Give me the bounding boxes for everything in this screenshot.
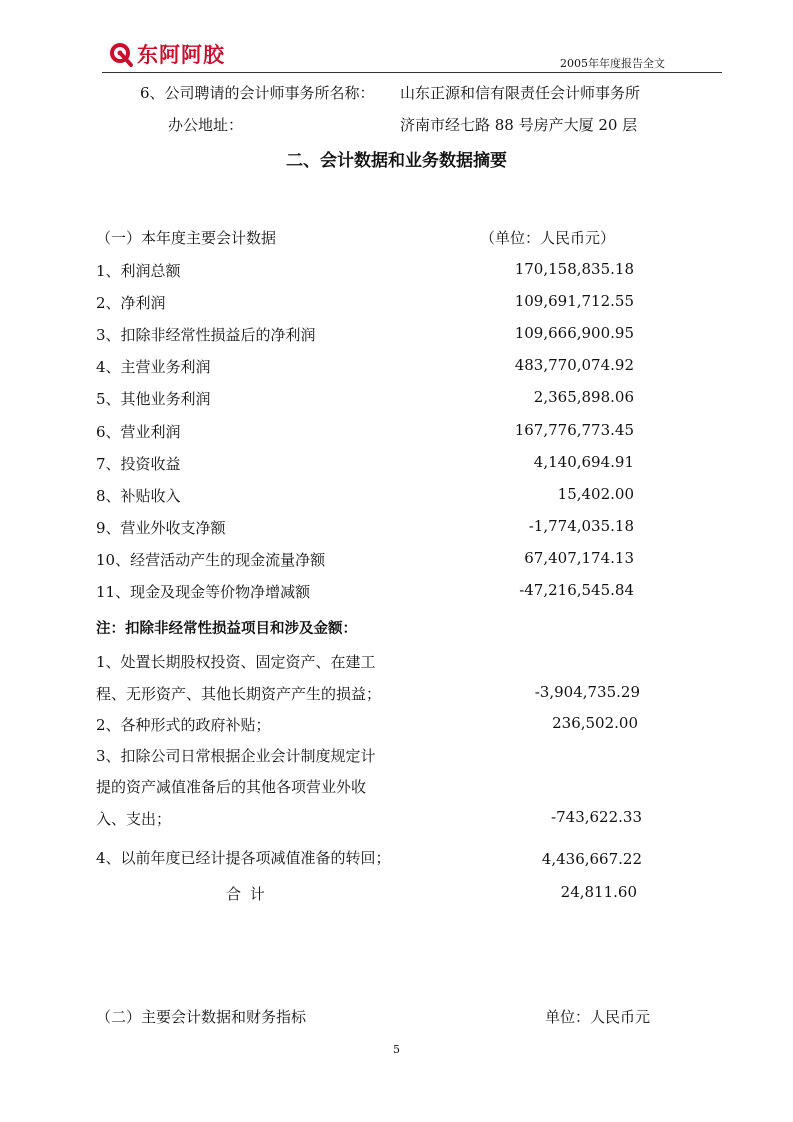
- section-title: 二、会计数据和业务数据摘要: [286, 151, 507, 171]
- list-item-value: 4,140,694.91: [533, 453, 634, 471]
- firm-address: 济南市经七路 88 号房产大厦 20 层: [400, 116, 638, 134]
- list-item-value: 109,691,712.55: [514, 292, 634, 310]
- page-number: 5: [393, 1043, 400, 1056]
- report-title: 2005年年度报告全文: [560, 57, 665, 70]
- firm-name: 山东正源和信有限责任会计师事务所: [400, 84, 641, 102]
- firm-label: 6、公司聘请的会计师事务所名称：: [140, 84, 375, 102]
- company-logo: [108, 40, 225, 68]
- part2-unit: 单位：人民币元: [545, 1008, 651, 1026]
- note-item1-line2: 程、无形资产、其他长期资产产生的损益；: [96, 685, 382, 703]
- note-item3-line2: 提的资产减值准备后的其他各项营业外收: [96, 778, 367, 796]
- list-item-label: 3、扣除非经常性损益后的净利润: [96, 326, 316, 344]
- list-item-label: 4、主营业务利润: [96, 358, 211, 376]
- list-item-value: 67,407,174.13: [524, 549, 634, 567]
- list-item-label: 10、经营活动产生的现金流量净额: [96, 551, 326, 569]
- list-item-value: 170,158,835.18: [514, 260, 634, 278]
- list-item-value: -47,216,545.84: [519, 581, 634, 599]
- list-item-label: 5、其他业务利润: [96, 390, 211, 408]
- list-item-value: 483,770,074.92: [514, 356, 634, 374]
- list-item-label: 8、补贴收入: [96, 487, 181, 505]
- part1-title: （一）本年度主要会计数据: [96, 229, 277, 247]
- note-item3-line1: 3、扣除公司日常根据企业会计制度规定计: [96, 747, 376, 765]
- note-total-value: 24,811.60: [560, 883, 637, 901]
- logo-icon: [108, 41, 134, 67]
- note-item1-line1: 1、处置长期股权投资、固定资产、在建工: [96, 653, 376, 671]
- list-item-value: 109,666,900.95: [514, 324, 634, 342]
- note-title: 注：扣除非经常性损益项目和涉及金额：: [96, 621, 357, 637]
- note-item4-label: 4、以前年度已经计提各项减值准备的转回；: [96, 849, 391, 867]
- note-item2-value: 236,502.00: [552, 714, 638, 732]
- header-divider: [102, 72, 722, 73]
- address-label: 办公地址：: [168, 116, 244, 134]
- note-total-label: 合 计: [226, 885, 267, 903]
- list-item-label: 6、营业利润: [96, 423, 181, 441]
- list-item-value: -1,774,035.18: [528, 517, 634, 535]
- note-item3-line3: 入、支出；: [96, 810, 172, 828]
- list-item-label: 11、现金及现金等价物净增减额: [96, 583, 311, 601]
- list-item-value: 2,365,898.06: [533, 388, 634, 406]
- part1-unit: （单位：人民币元）: [480, 229, 616, 247]
- list-item-label: 9、营业外收支净额: [96, 519, 226, 537]
- note-item2-label: 2、各种形式的政府补贴；: [96, 716, 271, 734]
- list-item-label: 1、利润总额: [96, 262, 181, 280]
- list-item-label: 7、投资收益: [96, 455, 181, 473]
- list-item-value: 15,402.00: [557, 485, 634, 503]
- list-item-value: 167,776,773.45: [514, 421, 634, 439]
- note-item4-value: 4,436,667.22: [541, 850, 642, 868]
- part2-title: （二）主要会计数据和财务指标: [96, 1008, 307, 1026]
- logo-text: 东阿阿胶: [137, 43, 225, 67]
- note-item1-value: -3,904,735.29: [534, 683, 640, 701]
- list-item-label: 2、净利润: [96, 294, 166, 312]
- note-item3-value: -743,622.33: [551, 808, 642, 826]
